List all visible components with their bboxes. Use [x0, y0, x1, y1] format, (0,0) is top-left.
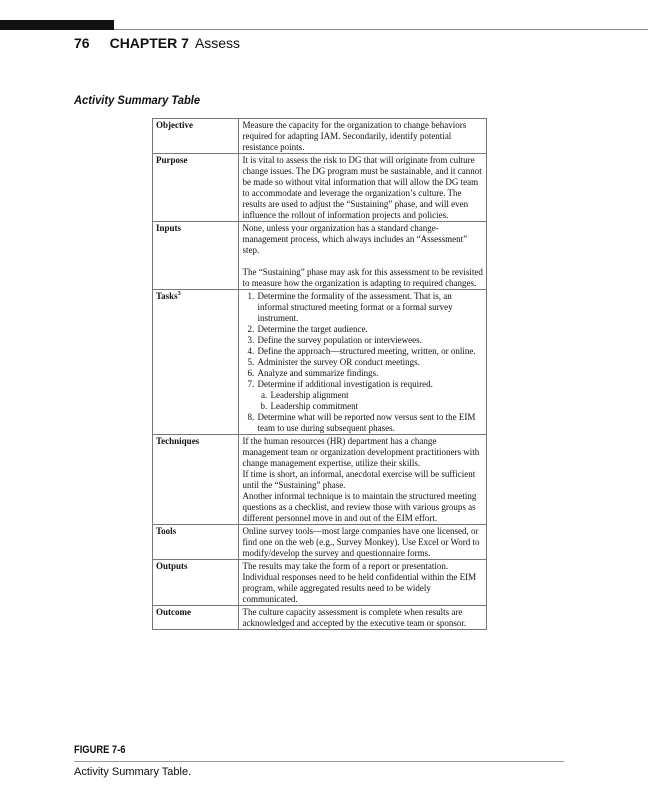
- chapter-label: CHAPTER 7: [109, 35, 189, 51]
- techniques-paragraph: If the human resources (HR) department has a change management team or organization development practitioners with change management expertise, utilize their skills.: [242, 436, 480, 468]
- table-row: [153, 119, 487, 154]
- task-sublist: [257, 390, 483, 412]
- row-label: Inputs: [153, 222, 239, 290]
- row-label: Tools: [153, 525, 239, 560]
- task-subitem: a. Leadership alignment: [269, 390, 483, 401]
- row-label: Techniques: [153, 435, 239, 525]
- task-item: 6. Analyze and summarize findings.: [256, 368, 483, 379]
- table-row: [153, 606, 487, 630]
- row-content: [239, 435, 487, 525]
- inputs-paragraph: None, unless your organization has a standard change-management process, which always includes an “Assessment” step.: [242, 223, 468, 255]
- task-item: 5. Administer the survey OR conduct meetings.: [256, 357, 483, 368]
- task-item: 2. Determine the target audience.: [256, 324, 483, 335]
- table-row: [153, 525, 487, 560]
- task-item: 4. Define the approach—structured meeting, written, or online.: [256, 346, 483, 357]
- figure-rule: [74, 761, 564, 762]
- task-subitem: b. Leadership commitment: [269, 401, 483, 412]
- task-item: 3. Define the survey population or interviewees.: [256, 335, 483, 346]
- row-label: Outputs: [153, 560, 239, 606]
- row-content: [239, 222, 487, 290]
- table-row: [153, 290, 487, 435]
- row-label: Purpose: [153, 154, 239, 222]
- table-row: [153, 560, 487, 606]
- row-label: Outcome: [153, 606, 239, 630]
- row-content: [239, 290, 487, 435]
- header-bar: [0, 20, 114, 30]
- table-row: [153, 222, 487, 290]
- chapter-title: Assess: [194, 35, 241, 51]
- row-content: It is vital to assess the risk to DG that will originate from culture change issues. The DG program must be sustainable, and it cannot be made so without vital information that will allow the DG team to accommodate and leverage the organization’s culture. The results are used to adjust the “Sustaining” phase, and will even influence the rollout of information projects and policies.: [239, 154, 487, 222]
- row-content: Measure the capacity for the organization to change behaviors required for adapting IAM. Secondarily, identify potential resistance points.: [239, 119, 487, 154]
- table-row: [153, 154, 487, 222]
- techniques-paragraph: Another informal technique is to maintain the structured meeting questions as a checklist, and review those with various groups as different personnel move in and out of the EIM effort.: [242, 491, 477, 523]
- row-label: [153, 290, 239, 435]
- figure-caption: Activity Summary Table.: [74, 766, 192, 778]
- tasks-label: Tasks: [156, 291, 178, 301]
- row-content: The results may take the form of a report or presentation. Individual responses need to be held confidential within the EIM program, while aggregated results need to be widely communicated.: [239, 560, 487, 606]
- running-header: [74, 35, 240, 51]
- row-label: Objective: [153, 119, 239, 154]
- task-item: [256, 379, 483, 412]
- task-item: 1. Determine the formality of the assessment. That is, an informal structured meeting format or a formal survey instrument.: [256, 291, 483, 324]
- section-title: Activity Summary Table: [74, 93, 201, 107]
- task-list: [242, 291, 483, 434]
- header-rule: [114, 29, 648, 30]
- inputs-paragraph: The “Sustaining” phase may ask for this assessment to be revisited to measure how the organization is adapting to required changes.: [242, 267, 483, 288]
- activity-summary-table: [152, 118, 487, 630]
- row-content: The culture capacity assessment is complete when results are acknowledged and accepted by the executive team or sponsor.: [239, 606, 487, 630]
- task-item-text: Determine if additional investigation is required.: [257, 379, 433, 389]
- figure-label: FIGURE 7-6: [74, 744, 126, 756]
- footnote-marker: 3: [177, 291, 181, 297]
- techniques-paragraph: If time is short, an informal, anecdotal exercise will be sufficient until the “Sustaining” phase.: [242, 469, 476, 490]
- task-item: 8. Determine what will be reported now versus sent to the EIM team to use during subsequent phases.: [256, 412, 483, 434]
- page-number: 76: [74, 35, 90, 51]
- table-row: [153, 435, 487, 525]
- row-content: Online survey tools—most large companies have one licensed, or find one on the web (e.g., Survey Monkey). Use Excel or Word to modify/develop the survey and questionnaire forms.: [239, 525, 487, 560]
